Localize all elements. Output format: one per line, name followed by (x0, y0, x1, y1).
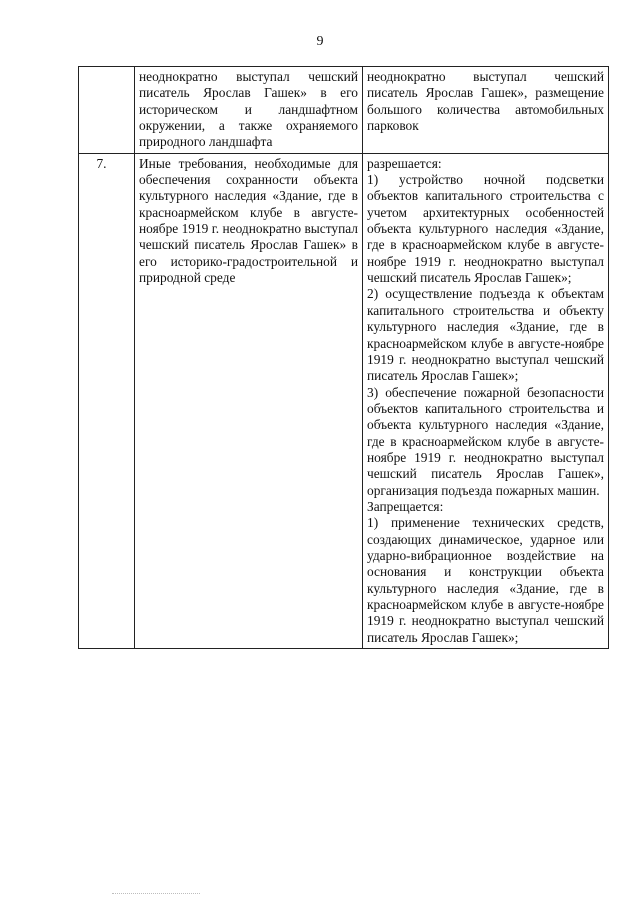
requirement-name: Иные требования, необходимые для обеспечения сохранности объекта культурного наследия «Здание, где в красноармейском клубе в августе-ноябре 1919 г. неоднократно выступал чешский писатель Ярослав Гашек» в его историко-градостроительной и природной среде (139, 155, 358, 286)
row-number-cell: 7. (79, 153, 135, 648)
requirements-table (78, 66, 609, 649)
prohibited-heading: Запрещается: (367, 498, 444, 514)
requirement-name-cell (135, 67, 363, 154)
requirement-name-cell (135, 153, 363, 648)
permitted-heading: разрешается: (367, 155, 442, 171)
requirement-text-cell (363, 67, 609, 154)
table-row (79, 153, 609, 648)
page-number: 9 (316, 34, 324, 49)
requirement-paragraph: неоднократно выступал чешский писатель Ярослав Гашек», размещение большого количества автомобильных парковок (367, 69, 604, 134)
permitted-item-3: 3) обеспечение пожарной безопасности объектов капитального строительства и объекта культурного наследия «Здание, где в красноармейском клубе в августе-ноябре 1919 г. неоднократно выступал чешский писатель Ярослав Гашек», организация подъезда пожарных машин. (367, 384, 604, 498)
requirement-text-cell (363, 153, 609, 648)
row-number-cell (79, 67, 135, 154)
permitted-item-2: 2) осуществление подъезда к объектам капитального строительства и объекту культурного наследия «Здание, где в красноармейском клубе в августе-ноябре 1919 г. неоднократно выступал чешский писатель Ярослав Гашек»; (367, 286, 604, 384)
permitted-item-1: 1) устройство ночной подсветки объектов капитального строительства с учетом архитектурных особенностей объекта культурного наследия «Здание, где в красноармейском клубе в августе-ноябре 1919 г. неоднократно выступал чешский писатель Ярослав Гашек»; (367, 172, 604, 286)
prohibited-item-1: 1) применение технических средств, создающих динамическое, ударное или ударно-вибрационное воздействие на основания и конструкции объекта культурного наследия «Здание, где в красноармейском клубе в августе-ноябре 1919 г. неоднократно выступал чешский писатель Ярослав Гашек»; (367, 515, 604, 645)
requirement-name: неоднократно выступал чешский писатель Ярослав Гашек» в его историческом и ландшафтном окружении, а также охраняемого природного ландшафта (139, 69, 358, 150)
table-row (79, 67, 609, 154)
scan-artifact (112, 893, 200, 897)
